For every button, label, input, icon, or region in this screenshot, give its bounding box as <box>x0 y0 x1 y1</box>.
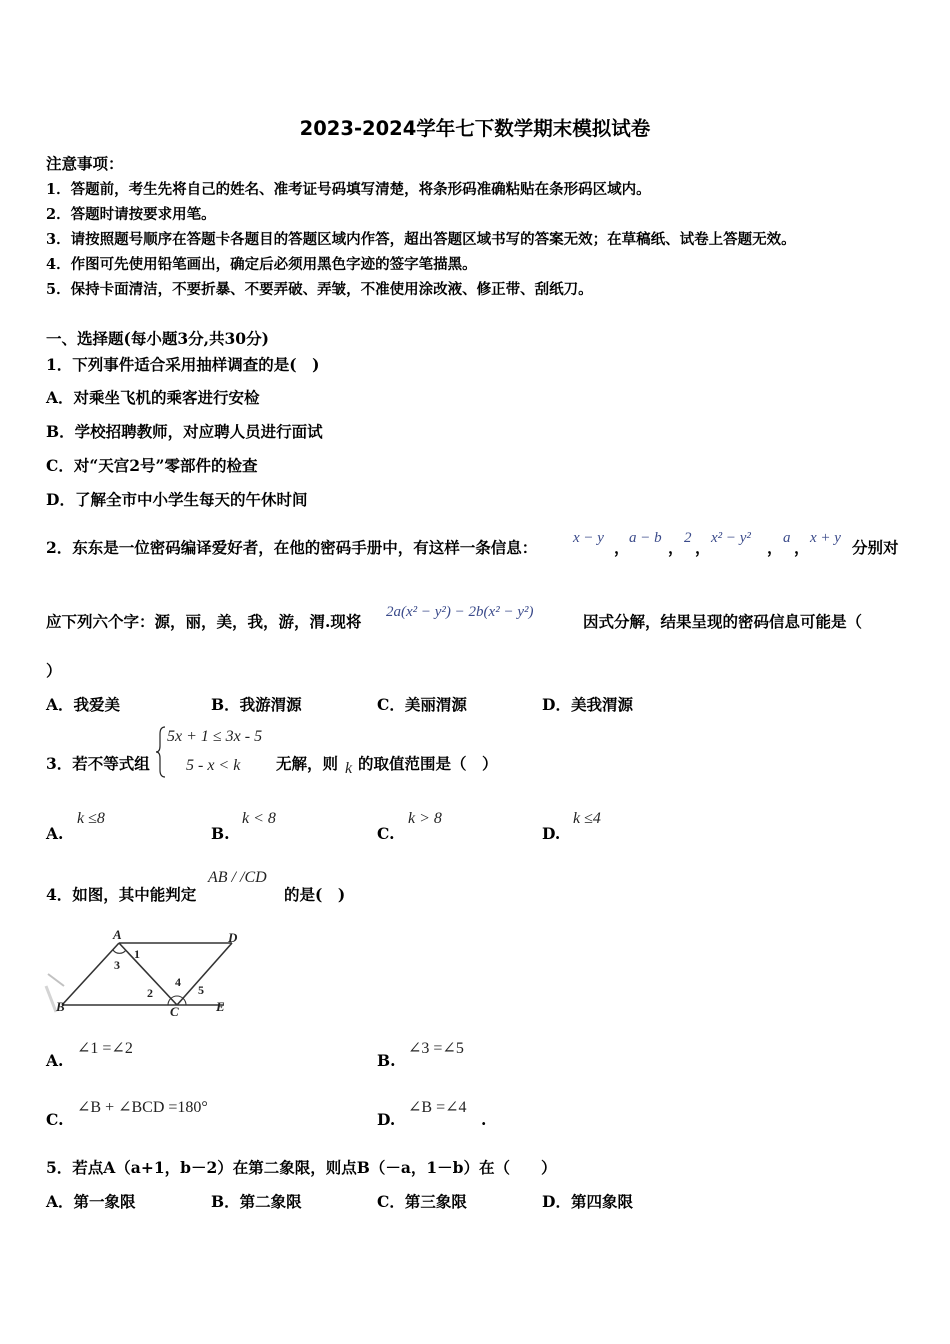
q3-option-c-label: C. <box>377 824 395 843</box>
q4-expression: AB / /CD <box>208 869 267 886</box>
q4-option-a-value: ∠1 =∠2 <box>77 1040 133 1057</box>
q4-stem-end: 的是( ) <box>284 885 346 904</box>
figure-label-e: E <box>216 999 225 1014</box>
q3-option-c-value: k > 8 <box>408 810 442 827</box>
note-item: 4．作图可先使用铅笔画出，确定后必须用黑色字迹的签字笔描黑。 <box>46 256 477 273</box>
q4-option-a-label: A. <box>46 1051 64 1070</box>
q3-option-a-value: k ≤8 <box>77 810 105 827</box>
note-item: 1．答题前，考生先将自己的姓名、准考证号码填写清楚，将条形码准确粘贴在条形码区域内。 <box>46 181 651 198</box>
question-4-stem: 4．如图，其中能判定 <box>46 885 197 904</box>
q5-option-c: C．第三象限 <box>377 1192 467 1211</box>
code-6: x + y <box>810 530 841 546</box>
note-item: 3．请按照题号顺序在答题卡各题目的答题区域内作答，超出答题区域书写的答案无效；在草稿纸、试卷上答题无效。 <box>46 231 796 248</box>
separator: ， <box>695 538 711 557</box>
figure-label-3: 3 <box>114 958 120 972</box>
separator: ， <box>794 538 810 557</box>
figure-label-a: A <box>113 927 122 942</box>
q3-option-b-label: B. <box>211 824 230 843</box>
figure-label-5: 5 <box>198 983 204 997</box>
q3-stem-end: 的取值范围是（ ） <box>358 754 498 773</box>
variable-k: k <box>345 760 353 777</box>
q4-option-d-label: D. <box>377 1110 396 1129</box>
separator: ， <box>767 538 783 557</box>
q4-option-b-value: ∠3 =∠5 <box>408 1040 464 1057</box>
q2-stem-line3: ） <box>46 661 62 680</box>
figure-label-b: B <box>56 999 65 1014</box>
q1-option-b: B．学校招聘教师，对应聘人员进行面试 <box>46 422 323 441</box>
q4-option-d-value: ∠B =∠4 <box>408 1099 467 1116</box>
code-4: x² − y² <box>711 530 751 546</box>
inequality-1: 5x + 1 ≤ 3x - 5 <box>167 728 263 745</box>
notes-heading: 注意事项： <box>46 154 124 173</box>
q4-option-c-value: ∠B + ∠BCD =180° <box>77 1099 208 1116</box>
figure-label-1: 1 <box>134 947 140 961</box>
question-1-stem: 1．下列事件适合采用抽样调查的是( ) <box>46 355 320 374</box>
brace-icon <box>155 726 167 778</box>
q2-expression: 2a(x² − y²) − 2b(x² − y²) <box>386 604 534 620</box>
q3-option-a-label: A. <box>46 824 64 843</box>
q2-stem-line2-end: 因式分解，结果呈现的密码信息可能是（ <box>583 612 863 631</box>
figure-label-d: D <box>228 930 238 945</box>
q5-option-a: A．第一象限 <box>46 1192 136 1211</box>
code-2: a − b <box>629 530 662 546</box>
note-item: 2．答题时请按要求用笔。 <box>46 206 216 223</box>
q2-option-a: A．我爱美 <box>46 695 121 714</box>
q1-option-d: D．了解全市中小学生每天的午休时间 <box>46 490 308 509</box>
q2-option-b: B．我游渭源 <box>211 695 302 714</box>
q4-option-c-label: C. <box>46 1110 64 1129</box>
q5-option-d: D．第四象限 <box>542 1192 633 1211</box>
figure-label-c: C <box>170 1004 179 1019</box>
q1-option-c: C．对“天宫2号”零部件的检查 <box>46 456 258 475</box>
q4-option-b-label: B. <box>377 1051 396 1070</box>
q2-option-d: D．美我渭源 <box>542 695 633 714</box>
q5-option-b: B．第二象限 <box>211 1192 302 1211</box>
note-item: 5．保持卡面清洁，不要折暴、不要弄破、弄皱，不准使用涂改液、修正带、刮纸刀。 <box>46 281 593 298</box>
q2-stem-line2: 应下列六个字：源，丽，美，我，游，渭.现将 <box>46 612 362 631</box>
q3-option-b-value: k < 8 <box>242 810 276 827</box>
separator: ， <box>668 538 684 557</box>
q2-stem-continue: 分别对 <box>852 538 899 557</box>
q3-option-d-label: D. <box>542 824 561 843</box>
question-2-stem: 2．东东是一位密码编译爱好者，在他的密码手册中，有这样一条信息： <box>46 538 538 557</box>
q3-stem-mid: 无解，则 <box>276 754 339 773</box>
q2-option-c: C．美丽渭源 <box>377 695 467 714</box>
question-3-stem: 3．若不等式组 <box>46 754 150 773</box>
code-3: 2 <box>684 530 692 546</box>
q1-option-a: A．对乘坐飞机的乘客进行安检 <box>46 388 260 407</box>
q3-option-d-value: k ≤4 <box>573 810 601 827</box>
section-heading: 一、选择题(每小题3分,共30分) <box>46 329 269 348</box>
figure-label-2: 2 <box>147 986 153 1000</box>
page-title: 2023-2024学年七下数学期末模拟试卷 <box>299 117 651 140</box>
inequality-2: 5 - x < k <box>186 757 241 774</box>
question-5-stem: 5．若点A（a+1，b－2）在第二象限，则点B（－a，1－b）在（ ） <box>46 1158 557 1177</box>
geometry-figure <box>44 928 244 1020</box>
separator: ， <box>614 538 630 557</box>
code-5: a <box>783 530 791 546</box>
q4-option-d-suffix: . <box>481 1110 487 1129</box>
figure-label-4: 4 <box>175 975 181 989</box>
code-1: x − y <box>573 530 604 546</box>
